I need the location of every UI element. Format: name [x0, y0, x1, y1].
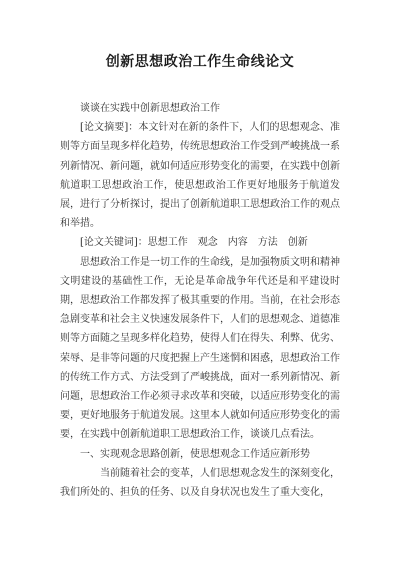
section-heading: 一、实现观念思路创新，使思想观念工作适应新形势	[80, 448, 310, 460]
intro-paragraph: 思想政治工作是一切工作的生命线，是加强物质文明和精神文明建设的基础性工作，无论是革命战争年代还是和平建设时期，思想政治工作都发挥了极其重要的作用。当前，在社会形态急剧变革和社会主义快速发展条件下，人们的思想观念、道德准则等方面随之呈现多样化趋势，使得人们在得失、利弊、优劣、荣辱、是非等问题的尺度把握上产生迷惘和困惑，思想政治工作的传统工作方式、方法受到了严峻挑战，面对一系列新情况、新问题，思想政治工作必须寻求改革和突破，以适应形势变化的需要，更好地服务于航道发展。这里本人就如何适应形势变化的需要，在实践中创新航道职工思想政治工作，谈谈几点看法。	[60, 256, 340, 441]
document-body	[60, 99, 340, 502]
subtitle-line: 谈谈在实践中创新思想政治工作	[80, 103, 220, 114]
keywords-line: [论文关键词]：思想工作 观念 内容 方法 创新	[80, 237, 308, 249]
document-title: 创新思想政治工作生命线论文	[105, 54, 295, 70]
section-paragraph: 当前随着社会的变革，人们思想观念发生的深刻变化，我们所处的、担负的任务、以及自身状况也发生了重大变化，	[60, 467, 340, 499]
abstract-paragraph: [论文摘要]：本文针对在新的条件下，人们的思想观念、准则等方面呈现多样化趋势，传统思想政治工作受到严峻挑战一系列新情况、新问题，就如何适应形势变化的需要，在实践中创新航道职工思想政治工作，使思想政治工作更好地服务于航道发展，进行了分析探讨，提出了创新航道职工思想政治工作的观点和举措。	[60, 122, 340, 230]
